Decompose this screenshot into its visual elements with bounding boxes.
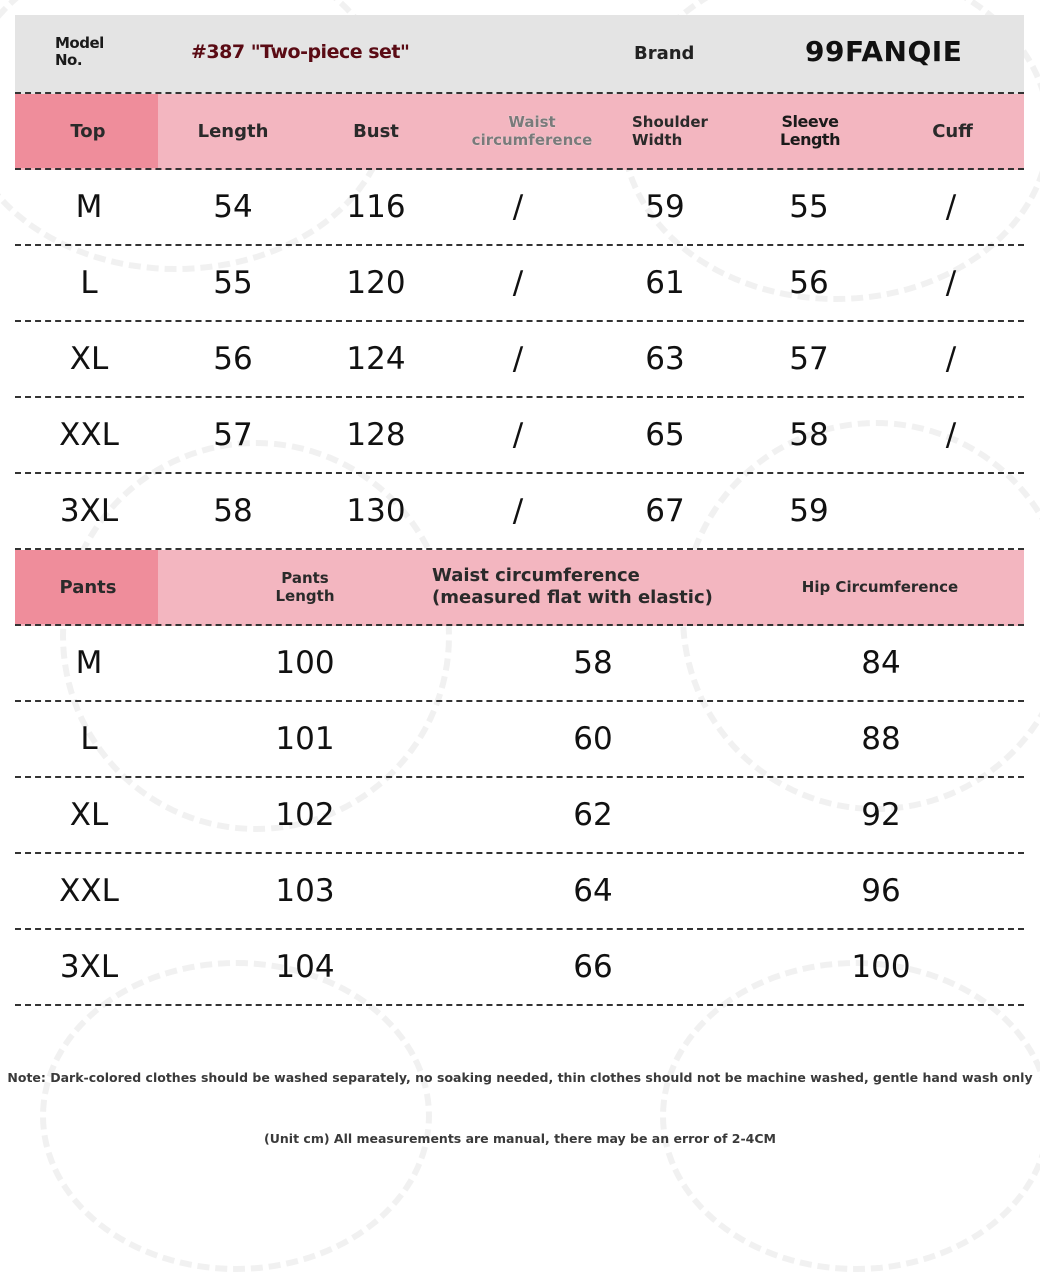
sleeve-length-cell: 56 bbox=[789, 265, 829, 301]
size-chart bbox=[15, 15, 1024, 1006]
table-row bbox=[15, 626, 1024, 702]
watermark-stamp bbox=[660, 960, 1040, 1272]
length-cell: 54 bbox=[213, 189, 253, 225]
waist-cell: / bbox=[512, 341, 524, 377]
size-cell: L bbox=[80, 265, 98, 301]
brand-value: 99FANQIE bbox=[805, 35, 963, 68]
table-row bbox=[15, 398, 1024, 474]
waist-cell: / bbox=[512, 265, 524, 301]
hip-cell: 92 bbox=[861, 797, 901, 833]
length-cell: 55 bbox=[213, 265, 253, 301]
waist-cell: 60 bbox=[573, 721, 613, 757]
pants-length-cell: 100 bbox=[275, 645, 335, 681]
pants-size-rows bbox=[15, 626, 1024, 1006]
pants-length-cell: 104 bbox=[275, 949, 335, 985]
table-row bbox=[15, 170, 1024, 246]
size-cell: 3XL bbox=[59, 493, 119, 529]
length-cell: 58 bbox=[213, 493, 253, 529]
sleeve-length-cell: 59 bbox=[789, 493, 829, 529]
shoulder-width-cell: 65 bbox=[645, 417, 685, 453]
length-header: Length bbox=[197, 120, 269, 142]
hip-cell: 100 bbox=[851, 949, 911, 985]
shoulder-width-cell: 59 bbox=[645, 189, 685, 225]
hip-cell: 84 bbox=[861, 645, 901, 681]
size-cell: XL bbox=[69, 341, 109, 377]
length-cell: 56 bbox=[213, 341, 253, 377]
table-row bbox=[15, 246, 1024, 322]
table-row bbox=[15, 778, 1024, 854]
bust-cell: 130 bbox=[346, 493, 406, 529]
care-note: Note: Dark-colored clothes should be washed separately, no soaking needed, thin clothes should not be machine washed, gentle hand wash only bbox=[7, 1070, 1033, 1085]
pants-length-header: Pants Length bbox=[275, 569, 335, 605]
cuff-cell: / bbox=[945, 417, 957, 453]
size-cell: XXL bbox=[59, 873, 119, 909]
cuff-cell: / bbox=[945, 265, 957, 301]
table-row bbox=[15, 702, 1024, 778]
waist-cell: 62 bbox=[573, 797, 613, 833]
table-row bbox=[15, 854, 1024, 930]
sleeve-length-cell: 58 bbox=[789, 417, 829, 453]
pants-length-cell: 101 bbox=[275, 721, 335, 757]
table-row bbox=[15, 322, 1024, 398]
pants-length-cell: 102 bbox=[275, 797, 335, 833]
watermark-stamp bbox=[40, 960, 432, 1272]
hip-cell: 88 bbox=[861, 721, 901, 757]
bust-cell: 116 bbox=[346, 189, 406, 225]
pants-waist-header: Waist circumference (measured flat with elastic) bbox=[432, 565, 713, 608]
size-cell: XL bbox=[69, 797, 109, 833]
pants-length-cell: 103 bbox=[275, 873, 335, 909]
shoulder-width-cell: 63 bbox=[645, 341, 685, 377]
cuff-cell: / bbox=[945, 189, 957, 225]
waist-cell: / bbox=[512, 189, 524, 225]
table-row bbox=[15, 930, 1024, 1006]
sleeve-length-header: Sleeve Length bbox=[780, 112, 840, 149]
shoulder-width-cell: 67 bbox=[645, 493, 685, 529]
bust-cell: 124 bbox=[346, 341, 406, 377]
top-header-row bbox=[15, 94, 1024, 170]
length-cell: 57 bbox=[213, 417, 253, 453]
model-number-label: Model No. bbox=[55, 34, 104, 69]
waist-cell: 66 bbox=[573, 949, 613, 985]
size-cell: 3XL bbox=[59, 949, 119, 985]
waist-header: Waist circumference bbox=[471, 113, 593, 149]
cuff-cell: / bbox=[945, 341, 957, 377]
cuff-header: Cuff bbox=[932, 120, 973, 142]
waist-cell: 58 bbox=[573, 645, 613, 681]
hip-circumference-header: Hip Circumference bbox=[801, 578, 959, 596]
table-row bbox=[15, 474, 1024, 550]
waist-cell: / bbox=[512, 493, 524, 529]
cuff-cell bbox=[891, 474, 1011, 548]
shoulder-width-header: Shoulder Width bbox=[632, 113, 708, 149]
shoulder-width-cell: 61 bbox=[645, 265, 685, 301]
bust-cell: 128 bbox=[346, 417, 406, 453]
pants-header-row bbox=[15, 550, 1024, 626]
sleeve-length-cell: 57 bbox=[789, 341, 829, 377]
size-cell: M bbox=[75, 645, 103, 681]
size-cell: M bbox=[75, 189, 103, 225]
brand-label: Brand bbox=[634, 43, 695, 64]
size-cell: XXL bbox=[59, 417, 119, 453]
waist-cell: / bbox=[512, 417, 524, 453]
bust-cell: 120 bbox=[346, 265, 406, 301]
top-section-label: Top bbox=[70, 120, 106, 142]
model-number-value: #387 "Two-piece set" bbox=[191, 41, 410, 63]
pants-section-label: Pants bbox=[59, 576, 117, 598]
bust-header: Bust bbox=[353, 120, 399, 142]
size-cell: L bbox=[80, 721, 98, 757]
hip-cell: 96 bbox=[861, 873, 901, 909]
unit-note: (Unit cm) All measurements are manual, there may be an error of 2-4CM bbox=[264, 1131, 776, 1146]
waist-cell: 64 bbox=[573, 873, 613, 909]
model-header bbox=[15, 15, 1024, 94]
sleeve-length-cell: 55 bbox=[789, 189, 829, 225]
top-size-rows bbox=[15, 170, 1024, 550]
